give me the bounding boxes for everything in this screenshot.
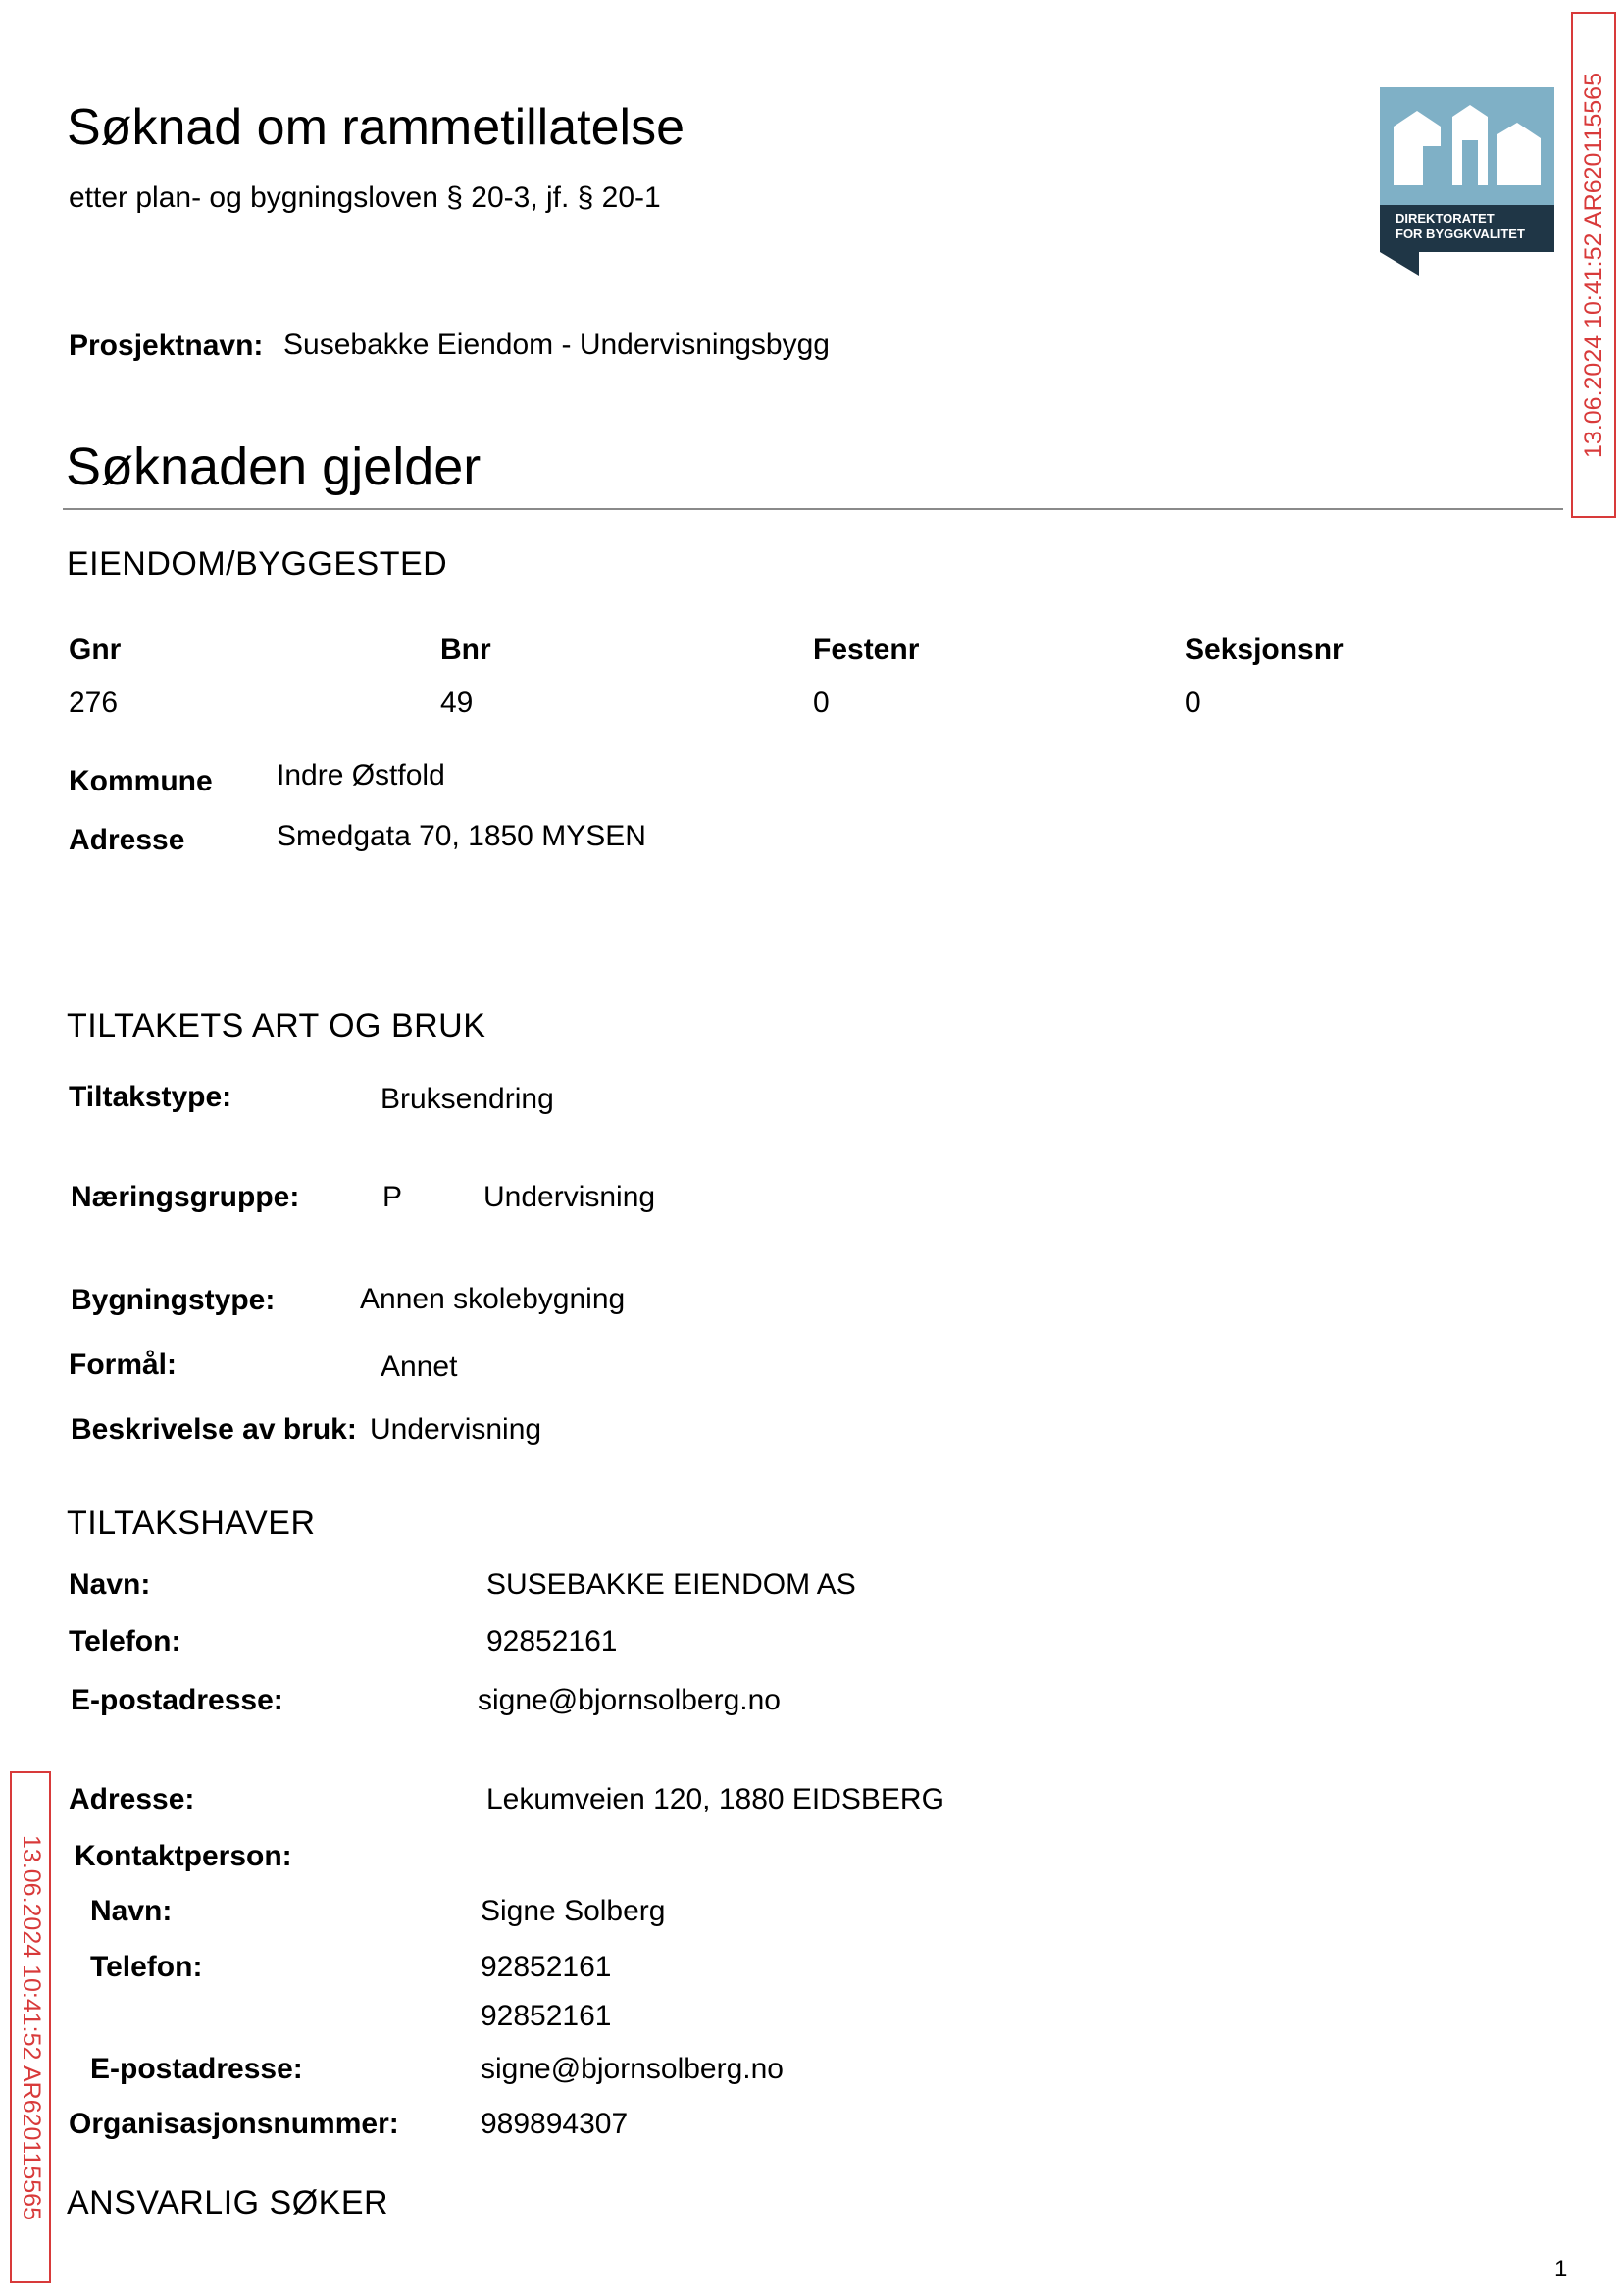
kontakt-epost-value: signe@bjornsolberg.no — [481, 2053, 784, 2085]
formal-value: Annet — [381, 1351, 458, 1383]
kommune-value: Indre Østfold — [277, 759, 445, 791]
gnr-label: Gnr — [69, 634, 122, 666]
kontakt-navn-value: Signe Solberg — [481, 1895, 666, 1927]
adresse-label: Adresse — [69, 824, 185, 856]
seksjonsnr-value: 0 — [1185, 687, 1201, 719]
kontakt-telefon-label: Telefon: — [90, 1951, 203, 1983]
logo-text-line1: DIREKTORATET — [1396, 211, 1495, 226]
bnr-value: 49 — [440, 687, 474, 719]
tiltakshaver-navn-label: Navn: — [69, 1568, 151, 1601]
adresse-value: Smedgata 70, 1850 MYSEN — [277, 820, 646, 852]
tiltakshaver-epost-label: E-postadresse: — [71, 1684, 283, 1716]
tiltak-heading: TILTAKETS ART OG BRUK — [67, 1007, 486, 1045]
kontakt-navn-label: Navn: — [90, 1895, 173, 1927]
tiltakshaver-telefon-label: Telefon: — [69, 1625, 181, 1657]
beskrivelse-value: Undervisning — [370, 1413, 542, 1446]
tiltakstype-value: Bruksendring — [381, 1083, 554, 1115]
formal-label: Formål: — [69, 1349, 178, 1381]
kontakt-telefon-value: 92852161 — [481, 1951, 612, 1983]
festenr-value: 0 — [813, 687, 830, 719]
dibk-logo — [1380, 87, 1554, 276]
orgnr-value: 989894307 — [481, 2108, 629, 2140]
logo-text-line2: FOR BYGGKVALITET — [1396, 227, 1525, 241]
received-stamp-right — [1571, 12, 1616, 518]
naeringsgruppe-code: P — [382, 1181, 403, 1213]
seksjonsnr-label: Seksjonsnr — [1185, 634, 1344, 666]
tiltakshaver-navn-value: SUSEBAKKE EIENDOM AS — [486, 1568, 856, 1601]
festenr-label: Festenr — [813, 634, 920, 666]
stamp-text: 13.06.2024 10:41:52 AR620115565 — [1579, 72, 1607, 458]
project-value: Susebakke Eiendom - Undervisningsbygg — [283, 329, 830, 361]
stamp-text: 13.06.2024 10:41:52 AR620115565 — [17, 1834, 45, 2220]
tiltakshaver-telefon-value: 92852161 — [486, 1625, 618, 1657]
section-title: Søknaden gjelder — [66, 437, 482, 496]
received-stamp-left — [10, 1771, 51, 2283]
kommune-label: Kommune — [69, 765, 213, 797]
naeringsgruppe-label: Næringsgruppe: — [71, 1181, 300, 1213]
kontaktperson-label: Kontaktperson: — [75, 1840, 292, 1872]
page-number: 1 — [1554, 2256, 1568, 2282]
bnr-label: Bnr — [440, 634, 491, 666]
section-divider — [63, 508, 1563, 510]
kontakt-telefon-value-2: 92852161 — [481, 2000, 612, 2032]
gnr-value: 276 — [69, 687, 119, 719]
tiltakshaver-heading: TILTAKSHAVER — [67, 1504, 316, 1542]
document-subtitle: etter plan- og bygningsloven § 20-3, jf. § 20-1 — [69, 181, 661, 214]
kontakt-epost-label: E-postadresse: — [90, 2053, 303, 2085]
tiltakshaver-adresse-value: Lekumveien 120, 1880 EIDSBERG — [486, 1783, 944, 1815]
tiltakstype-label: Tiltakstype: — [69, 1081, 232, 1113]
tiltakshaver-epost-value: signe@bjornsolberg.no — [478, 1684, 781, 1716]
eiendom-heading: EIENDOM/BYGGESTED — [67, 545, 448, 583]
bygningstype-label: Bygningstype: — [71, 1284, 276, 1316]
tiltakshaver-adresse-label: Adresse: — [69, 1783, 195, 1815]
naeringsgruppe-value: Undervisning — [483, 1181, 656, 1213]
ansvarlig-soker-heading: ANSVARLIG SØKER — [67, 2184, 389, 2221]
document-title: Søknad om rammetillatelse — [67, 99, 685, 156]
orgnr-label: Organisasjonsnummer: — [69, 2108, 399, 2140]
project-label: Prosjektnavn: — [69, 330, 264, 362]
bygningstype-value: Annen skolebygning — [360, 1283, 626, 1315]
beskrivelse-label: Beskrivelse av bruk: — [71, 1413, 357, 1446]
